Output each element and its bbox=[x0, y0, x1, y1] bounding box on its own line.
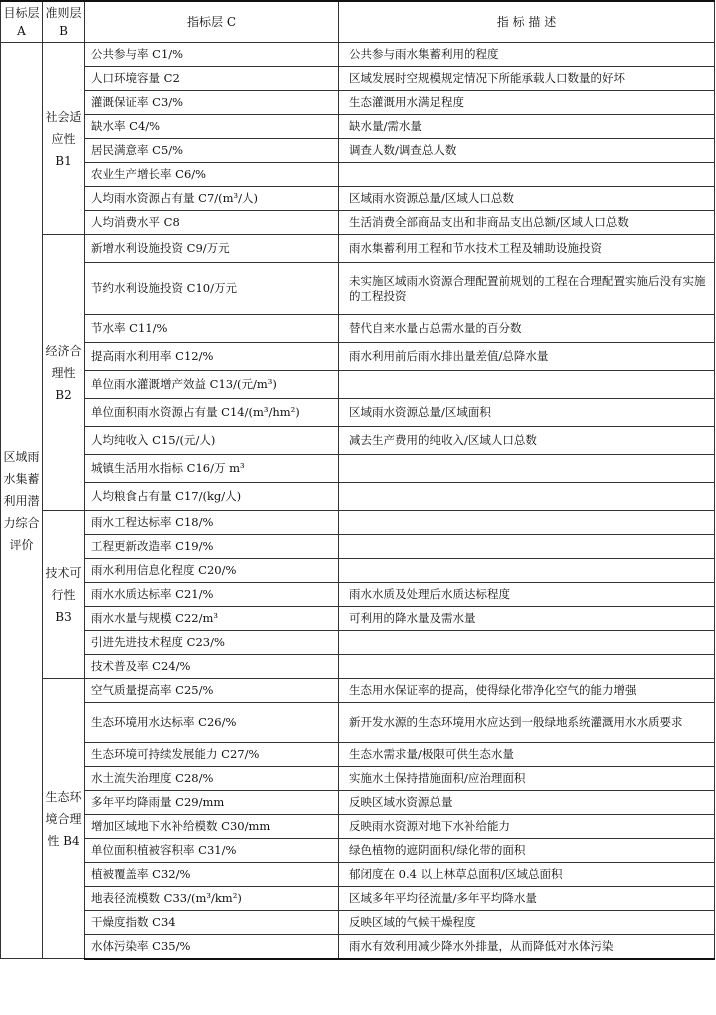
description-cell: 未实施区域雨水资源合理配置前规划的工程在合理配置实施后没有实施的工程投资 bbox=[339, 263, 715, 315]
table-row bbox=[1, 583, 715, 607]
description-cell: 区域发展时空规模规定情况下所能承载人口数量的好坏 bbox=[339, 67, 715, 91]
table-row bbox=[1, 343, 715, 371]
description-cell bbox=[339, 511, 715, 535]
indicator-cell: 生态环境可持续发展能力 C27/% bbox=[85, 743, 339, 767]
description-cell: 反映雨水资源对地下水补给能力 bbox=[339, 815, 715, 839]
indicator-cell: 雨水利用信息化程度 C20/% bbox=[85, 559, 339, 583]
table-row bbox=[1, 535, 715, 559]
description-cell: 绿色植物的遮阴面积/绿化带的面积 bbox=[339, 839, 715, 863]
description-cell bbox=[339, 163, 715, 187]
indicator-cell: 节约水利设施投资 C10/万元 bbox=[85, 263, 339, 315]
table-row bbox=[1, 791, 715, 815]
description-cell: 实施水土保持措施面积/应治理面积 bbox=[339, 767, 715, 791]
table-row bbox=[1, 91, 715, 115]
table-row bbox=[1, 559, 715, 583]
table-row bbox=[1, 631, 715, 655]
indicator-cell: 单位面积植被容积率 C31/% bbox=[85, 839, 339, 863]
header-criterion-layer: 准则层 B bbox=[43, 1, 85, 43]
table-row bbox=[1, 655, 715, 679]
description-cell: 减去生产费用的纯收入/区域人口总数 bbox=[339, 427, 715, 455]
table-row bbox=[1, 911, 715, 935]
description-cell: 生态灌溉用水满足程度 bbox=[339, 91, 715, 115]
table-header-row bbox=[1, 1, 715, 43]
indicator-cell: 公共参与率 C1/% bbox=[85, 43, 339, 67]
indicator-cell: 水土流失治理度 C28/% bbox=[85, 767, 339, 791]
indicator-cell: 人均粮食占有量 C17/(kg/人) bbox=[85, 483, 339, 511]
description-cell: 雨水利用前后雨水排出量差值/总降水量 bbox=[339, 343, 715, 371]
description-cell: 反映区域水资源总量 bbox=[339, 791, 715, 815]
table-row bbox=[1, 679, 715, 703]
table-row bbox=[1, 211, 715, 235]
indicator-cell: 水体污染率 C35/% bbox=[85, 935, 339, 959]
indicator-cell: 城镇生活用水指标 C16/万 m³ bbox=[85, 455, 339, 483]
table-row bbox=[1, 887, 715, 911]
target-layer-cell: 区域雨水集蓄利用潜力综合评价 bbox=[1, 43, 43, 959]
description-cell: 缺水量/需水量 bbox=[339, 115, 715, 139]
description-cell: 生活消费全部商品支出和非商品支出总额/区域人口总数 bbox=[339, 211, 715, 235]
indicator-cell: 引进先进技术程度 C23/% bbox=[85, 631, 339, 655]
indicator-cell: 节水率 C11/% bbox=[85, 315, 339, 343]
criterion-cell-technical: 技术可行性 B3 bbox=[43, 511, 85, 679]
table-row bbox=[1, 703, 715, 743]
description-cell: 可利用的降水量及需水量 bbox=[339, 607, 715, 631]
table-row bbox=[1, 863, 715, 887]
criterion-cell-economic: 经济合理性 B2 bbox=[43, 235, 85, 511]
table-row bbox=[1, 315, 715, 343]
header-target-layer: 目标层 A bbox=[1, 1, 43, 43]
description-cell: 雨水水质及处理后水质达标程度 bbox=[339, 583, 715, 607]
criterion-cell-social: 社会适应性 B1 bbox=[43, 43, 85, 235]
description-cell: 生态用水保证率的提高，使得绿化带净化空气的能力增强 bbox=[339, 679, 715, 703]
table-row bbox=[1, 371, 715, 399]
table-row bbox=[1, 767, 715, 791]
indicator-cell: 农业生产增长率 C6/% bbox=[85, 163, 339, 187]
indicator-cell: 人口环境容量 C2 bbox=[85, 67, 339, 91]
description-cell: 公共参与雨水集蓄利用的程度 bbox=[339, 43, 715, 67]
table-row bbox=[1, 511, 715, 535]
indicator-cell: 增加区域地下水补给模数 C30/mm bbox=[85, 815, 339, 839]
description-cell: 雨水集蓄利用工程和节水技术工程及辅助设施投资 bbox=[339, 235, 715, 263]
criterion-cell-ecological: 生态环境合理性 B4 bbox=[43, 679, 85, 959]
table-row bbox=[1, 235, 715, 263]
description-cell: 反映区域的气候干燥程度 bbox=[339, 911, 715, 935]
indicator-cell: 技术普及率 C24/% bbox=[85, 655, 339, 679]
description-cell: 区域雨水资源总量/区域面积 bbox=[339, 399, 715, 427]
indicator-cell: 植被覆盖率 C32/% bbox=[85, 863, 339, 887]
table-row bbox=[1, 839, 715, 863]
indicator-cell: 人均雨水资源占有量 C7/(m³/人) bbox=[85, 187, 339, 211]
table-row bbox=[1, 43, 715, 67]
table-row bbox=[1, 455, 715, 483]
table-row bbox=[1, 935, 715, 959]
table-row bbox=[1, 67, 715, 91]
description-cell: 雨水有效利用减少降水外排量，从而降低对水体污染 bbox=[339, 935, 715, 959]
description-cell bbox=[339, 455, 715, 483]
table-row bbox=[1, 163, 715, 187]
description-cell bbox=[339, 559, 715, 583]
indicator-cell: 地表径流模数 C33/(m³/km²) bbox=[85, 887, 339, 911]
description-cell bbox=[339, 483, 715, 511]
table-row bbox=[1, 263, 715, 315]
table-row bbox=[1, 139, 715, 163]
description-cell bbox=[339, 655, 715, 679]
indicator-cell: 居民满意率 C5/% bbox=[85, 139, 339, 163]
description-cell bbox=[339, 371, 715, 399]
indicator-cell: 人均消费水平 C8 bbox=[85, 211, 339, 235]
description-cell: 区域多年平均径流量/多年平均降水量 bbox=[339, 887, 715, 911]
indicator-cell: 单位面积雨水资源占有量 C14/(m³/hm²) bbox=[85, 399, 339, 427]
description-cell: 区域雨水资源总量/区域人口总数 bbox=[339, 187, 715, 211]
header-indicator-layer: 指标层 C bbox=[85, 1, 339, 43]
description-cell: 生态水需求量/极限可供生态水量 bbox=[339, 743, 715, 767]
description-cell: 替代自来水量占总需水量的百分数 bbox=[339, 315, 715, 343]
indicator-cell: 灌溉保证率 C3/% bbox=[85, 91, 339, 115]
table-row bbox=[1, 607, 715, 631]
indicator-cell: 干燥度指数 C34 bbox=[85, 911, 339, 935]
indicator-cell: 提高雨水利用率 C12/% bbox=[85, 343, 339, 371]
description-cell: 调查人数/调查总人数 bbox=[339, 139, 715, 163]
indicator-cell: 人均纯收入 C15/(元/人) bbox=[85, 427, 339, 455]
table-row bbox=[1, 815, 715, 839]
description-cell bbox=[339, 535, 715, 559]
description-cell: 新开发水源的生态环境用水应达到一般绿地系统灌溉用水水质要求 bbox=[339, 703, 715, 743]
indicator-cell: 雨水水量与规模 C22/m³ bbox=[85, 607, 339, 631]
table-row bbox=[1, 115, 715, 139]
indicator-cell: 多年平均降雨量 C29/mm bbox=[85, 791, 339, 815]
description-cell: 郁闭度在 0.4 以上林草总面积/区域总面积 bbox=[339, 863, 715, 887]
indicator-cell: 生态环境用水达标率 C26/% bbox=[85, 703, 339, 743]
indicator-cell: 雨水水质达标率 C21/% bbox=[85, 583, 339, 607]
indicator-cell: 工程更新改造率 C19/% bbox=[85, 535, 339, 559]
table-row bbox=[1, 483, 715, 511]
indicator-cell: 缺水率 C4/% bbox=[85, 115, 339, 139]
indicator-cell: 雨水工程达标率 C18/% bbox=[85, 511, 339, 535]
description-cell bbox=[339, 631, 715, 655]
indicator-cell: 单位雨水灌溉增产效益 C13/(元/m³) bbox=[85, 371, 339, 399]
indicator-cell: 空气质量提高率 C25/% bbox=[85, 679, 339, 703]
table-row bbox=[1, 427, 715, 455]
indicator-cell: 新增水利设施投资 C9/万元 bbox=[85, 235, 339, 263]
table-row bbox=[1, 399, 715, 427]
table-row bbox=[1, 187, 715, 211]
header-description: 指 标 描 述 bbox=[339, 1, 715, 43]
table-row bbox=[1, 743, 715, 767]
